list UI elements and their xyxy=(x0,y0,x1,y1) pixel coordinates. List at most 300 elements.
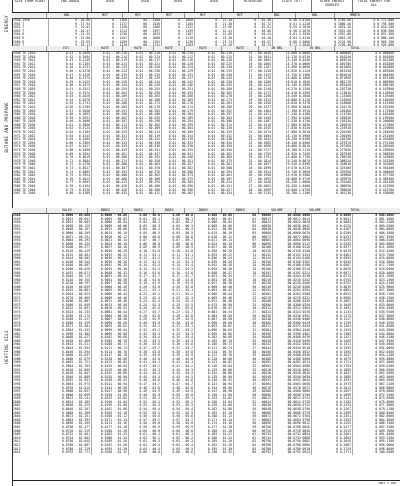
table-cell: 00.0240 0280 xyxy=(272,286,311,290)
table-cell: 0.23 - 02.3 xyxy=(161,297,194,301)
table-cell: 0 0.229000 xyxy=(352,127,395,131)
table-cell: 0.0000 - 00.00 xyxy=(91,214,128,218)
table-cell: 0.61 - 06.1 xyxy=(161,433,194,437)
table-cell: 0.021 - 00.14 xyxy=(194,239,233,243)
table-cell: 9 .20.47 xyxy=(48,30,91,34)
table-cell: 00.0780 0910 xyxy=(272,448,311,452)
table-cell: 0.01 - 00.325 xyxy=(161,142,194,146)
row-label: 1952 T xyxy=(13,25,25,30)
table-cell: 0.21 - 02.1 xyxy=(161,289,194,293)
table-cell: 0 0.140300 xyxy=(352,99,395,103)
row-label: 1951 TE 2012 xyxy=(13,61,36,66)
table-cell: 0.01 - 00.406 xyxy=(91,178,128,182)
row-label: 1971 xyxy=(13,295,21,300)
table-cell: 0.44 - 04.4 xyxy=(161,372,194,376)
row-label: 1989 xyxy=(13,360,21,365)
table-cell: 0.195 - 01.30 xyxy=(194,448,233,452)
table-cell: 57 - 00684 xyxy=(233,419,272,423)
table-cell: 0.42 - 04.2 xyxy=(128,365,161,369)
table-cell: 0.45 - 04.5 xyxy=(128,376,161,380)
table-cell: 0 0.2519 xyxy=(311,430,352,434)
table-cell: 0.0168 - 01.12 xyxy=(91,415,128,419)
table-cell: 00.0732 0854 xyxy=(272,433,311,437)
table-cell: 0 0.1637 xyxy=(311,354,352,358)
table-cell: 0.65 - 0.3304 xyxy=(48,138,91,142)
table-cell: 0 - 1261 xyxy=(91,37,128,41)
table-cell: 0 019.0500 xyxy=(352,268,395,272)
table-cell: 00.0384 0448 xyxy=(272,329,311,333)
table-cell: 00.0120 0140 xyxy=(272,250,311,254)
table-cell: 0 015.0600 xyxy=(352,257,395,261)
table-cell: 0 0.240200 xyxy=(352,131,395,135)
table-cell: 00.0432 0504 xyxy=(272,343,311,347)
table-cell: 0 027.3000 xyxy=(352,289,395,293)
table-cell: 0.03 - 00.3 xyxy=(161,225,194,229)
table-cell: 00.0720 0840 xyxy=(272,430,311,434)
table-cell: 00.0168 0196 xyxy=(272,264,311,268)
table-cell: 0 031.5600 xyxy=(352,300,395,304)
table-cell: 0 0.173300 xyxy=(352,110,395,114)
table-cell: 0.01 - 00.265 xyxy=(161,99,194,103)
table-cell: 39 - 00468 xyxy=(233,354,272,358)
table-cell: 0.41 - 04.1 xyxy=(128,361,161,365)
table-cell: 25 - 00.1857 xyxy=(233,163,272,167)
table-cell: 00.0324 0378 xyxy=(272,311,311,315)
row-label: 1955 R xyxy=(13,35,25,40)
table-cell: 0.01 - 00.357 xyxy=(161,163,194,167)
table-cell: 46 - 00552 xyxy=(233,379,272,383)
table-cell: 0 030.1300 xyxy=(352,297,395,301)
table-cell: 0 0.0545 xyxy=(311,261,352,265)
table-cell: 0.380550 xyxy=(311,185,352,189)
table-cell: 19.570 0.8720 xyxy=(272,167,311,171)
row-label: 1972 xyxy=(13,299,21,304)
table-cell: 00.0516 0602 xyxy=(272,369,311,373)
row-label: 1972 TE 2034 xyxy=(13,137,36,142)
row-label: 1965 TE 2026 xyxy=(13,112,36,117)
table-cell: 18 - 00.1200 xyxy=(233,81,272,85)
table-cell: 0.0300 - 01.049 xyxy=(48,304,91,308)
table-cell: 0.01 - 00.325 xyxy=(128,138,161,142)
table-cell: 0.01 - 00.379 xyxy=(161,178,194,182)
table-cell: 00 - 1520 xyxy=(128,23,161,27)
table-cell: 0.01 - 00.337 xyxy=(91,138,128,142)
table-cell: 0.01 - 00.302 xyxy=(91,117,128,121)
table-cell: 0 0.217800 xyxy=(352,124,395,128)
row-label: 1957 TE 2018 xyxy=(13,83,36,88)
table-cell: 0 0.0293 xyxy=(311,239,352,243)
table-cell: 0.01 - 00.375 xyxy=(194,160,233,164)
column-header: RIVERSIDE xyxy=(233,0,272,12)
table-cell: 0 0.0797 xyxy=(311,282,352,286)
table-cell: 0.01 - 00.401 xyxy=(194,174,233,178)
table-cell: 00.0624 0728 xyxy=(272,401,311,405)
table-cell: 00.0768 0896 xyxy=(272,444,311,448)
table-cell: 0.19 - 01.9 xyxy=(161,282,194,286)
table-cell: 0.48 - 04.8 xyxy=(161,387,194,391)
table-cell: 0 0.1343 xyxy=(311,329,352,333)
table-cell: 0.62 - 06.2 xyxy=(161,437,194,441)
table-cell: 0.60 - 0.3008 xyxy=(48,120,91,124)
table-cell: 0 012.4500 xyxy=(352,250,395,254)
row-label: 1975 TE 2036 xyxy=(13,148,36,153)
row-label: 1968 xyxy=(13,284,21,289)
row-label: 1949 xyxy=(13,216,21,221)
table-cell: 15.240 0.0430 xyxy=(272,59,311,63)
table-cell: 0.0732 - 02.561 xyxy=(48,433,91,437)
table-cell: 00.0564 0658 xyxy=(272,383,311,387)
table-cell: 00.0600 0700 xyxy=(272,394,311,398)
table-cell: 0.0396 - 01.385 xyxy=(48,333,91,337)
table-cell: 00.0300 0350 xyxy=(272,304,311,308)
table-cell: 0.0240 - 00.839 xyxy=(48,286,91,290)
column-header: USED xyxy=(194,0,233,12)
row-label: 1985 xyxy=(13,345,21,350)
table-cell: 0.35 - 03.5 xyxy=(161,340,194,344)
table-cell: 0 - 03.57 xyxy=(233,41,272,45)
row-label: 1959 xyxy=(13,252,21,257)
table-cell: 0.000000 xyxy=(311,52,352,56)
row-label: 1948 xyxy=(13,213,21,217)
table-cell: 0 0.0923 xyxy=(311,293,352,297)
row-label: 1970 xyxy=(13,292,21,297)
table-cell: 0 043.3600 xyxy=(352,329,395,333)
table-cell: 0 - 21.96 xyxy=(194,26,233,30)
table-cell: 0.051 - 00.34 xyxy=(194,275,233,279)
table-cell: 0.14 - 01.4 xyxy=(128,264,161,268)
table-cell: 00.0744 0868 xyxy=(272,437,311,441)
table-cell: 0.041060 xyxy=(311,66,352,70)
table-cell: 0.01 - 00.210 xyxy=(91,52,128,56)
table-cell: 0.01 - 00.253 xyxy=(128,88,161,92)
table-cell: 0 000.0000 xyxy=(352,214,395,218)
table-cell: 0 0.1049 xyxy=(311,304,352,308)
row-label: 2003 xyxy=(13,410,21,415)
table-cell: 0.092450 xyxy=(311,84,352,88)
table-cell: 00.0408 0476 xyxy=(272,336,311,340)
table-cell: 0.015 - 00.10 xyxy=(194,232,233,236)
table-cell: 0.141 - 00.94 xyxy=(194,383,233,387)
unit-cell: INDEX xyxy=(221,208,258,213)
table-cell: 0 0 810.200 xyxy=(352,26,395,30)
table-cell: 0.0141 - 00.94 xyxy=(91,383,128,387)
table-cell: 0.22 - 02.2 xyxy=(128,293,161,297)
table-cell: 0.65 - 06.5 xyxy=(161,448,194,452)
table-cell: 0 0.1553 xyxy=(311,347,352,351)
table-cell: 0.0468 - 01.637 xyxy=(48,354,91,358)
table-cell: 12 - 00144 xyxy=(233,257,272,261)
table-cell: 0.61 3.3550 xyxy=(272,33,311,37)
table-cell: 0.05 - 00.5 xyxy=(128,232,161,236)
table-cell: 0.13 - 01.3 xyxy=(161,261,194,265)
table-cell: 0 095.1300 xyxy=(352,440,395,444)
table-cell: 27 - 00.1993 xyxy=(233,178,272,182)
table-cell: 0.01 - 00.313 xyxy=(91,124,128,128)
table-cell: 0.0111 - 00.74 xyxy=(91,347,128,351)
table-cell: 0.359970 xyxy=(311,178,352,182)
table-cell: 0.0126 - 00.84 xyxy=(91,365,128,369)
table-cell: 17.980 0.5610 xyxy=(272,131,311,135)
table-cell: 0 054.2100 xyxy=(352,354,395,358)
table-cell: 0.45 - 04.5 xyxy=(161,376,194,380)
table-cell: 0.01 - 00.332 xyxy=(194,135,233,139)
table-cell: 18.440 0.6500 xyxy=(272,142,311,146)
section-label-energy: ENERGY xyxy=(0,0,13,46)
table-cell: 0.135 - 00.90 xyxy=(194,376,233,380)
table-cell: 0.01 - 00.368 xyxy=(91,156,128,160)
table-cell: 0.01 - 00.303 xyxy=(128,124,161,128)
table-cell: 9 .17.94 xyxy=(48,23,91,27)
table-cell: 0.102730 xyxy=(311,88,352,92)
table-cell: 0 - 1160 xyxy=(91,19,128,23)
table-cell: 0.04 - 00.4 xyxy=(128,228,161,232)
table-cell: 00.0708 0826 xyxy=(272,426,311,430)
table-cell: 00.0648 0756 xyxy=(272,408,311,412)
table-cell: 0.01 - 00.239 xyxy=(128,77,161,81)
table-cell: 0 0.129400 xyxy=(352,95,395,99)
table-cell: 0.277650 xyxy=(311,149,352,153)
table-cell: 47 - 00564 xyxy=(233,383,272,387)
table-cell: 10 - 00120 xyxy=(233,250,272,254)
table-cell: 19.080 0.7750 xyxy=(272,156,311,160)
table-cell: 03 - 00036 xyxy=(233,225,272,229)
table-cell: 0 - 22.89 xyxy=(194,33,233,37)
table-cell: 24 - 00.1727 xyxy=(233,149,272,153)
table-cell: 0 - 02.72 xyxy=(233,23,272,27)
table-cell: 0.01 - 00.235 xyxy=(128,74,161,78)
table-cell: 18.130 0.5900 xyxy=(272,135,311,139)
table-cell: 0 - 1214 xyxy=(91,30,128,34)
table-cell: 0 0.2141 xyxy=(311,397,352,401)
table-cell: 0.47 - 04.7 xyxy=(161,383,194,387)
row-label: 1987 TE 2048 xyxy=(13,191,36,196)
unit-cell: BBL xyxy=(295,13,334,18)
table-cell: 0.01 - 00.309 xyxy=(128,127,161,131)
table-cell: 30 - 00360 xyxy=(233,322,272,326)
table-cell: 0.081 - 00.54 xyxy=(194,311,233,315)
table-cell: 00.0264 0308 xyxy=(272,293,311,297)
table-cell: 0.49 - 0.2423 xyxy=(48,81,91,85)
row-label: 1963 TE 2024 xyxy=(13,104,36,109)
table-cell: 0.62 - 0.3124 xyxy=(48,127,91,131)
table-cell: 0.17 - 01.7 xyxy=(161,275,194,279)
table-cell: 0.154170 xyxy=(311,106,352,110)
table-cell: 00 - 1480 xyxy=(128,19,161,23)
table-cell: 0.168 - 01.12 xyxy=(194,415,233,419)
table-cell: 36 - 00432 xyxy=(233,343,272,347)
row-label: 2000 xyxy=(13,399,21,404)
row-label: 1978 xyxy=(13,320,21,325)
table-cell: 0.180 - 01.20 xyxy=(194,430,233,434)
table-cell: 0.01 - 00.336 xyxy=(128,145,161,149)
table-cell: 0.44 - 04.4 xyxy=(128,372,161,376)
table-cell: 0 0.0335 xyxy=(311,243,352,247)
table-cell: 20 - 00.1404 xyxy=(233,110,272,114)
table-cell: 05 - 00060 xyxy=(233,232,272,236)
table-cell: 0 1806.40 xyxy=(311,23,352,27)
table-cell: 0.02 - 00.2 xyxy=(161,221,194,225)
table-cell: 0 049.5000 xyxy=(352,343,395,347)
table-cell: 26 - 00.1890 xyxy=(233,167,272,171)
table-cell: 09 - 00108 xyxy=(233,246,272,250)
table-cell: 0 020.4000 xyxy=(352,272,395,276)
row-label: 2008 xyxy=(13,428,21,433)
table-cell: 0.01 - 00.296 xyxy=(91,113,128,117)
row-label: 1983 TE 2044 xyxy=(13,176,36,181)
table-cell: 0.030 - 00.20 xyxy=(194,250,233,254)
table-cell: 0.57 - 0.2840 xyxy=(48,110,91,114)
table-cell: 20.780 1.1100 xyxy=(272,192,311,196)
table-cell: 0.55 - 0.2731 xyxy=(48,102,91,106)
table-cell: 0.0156 - 01.04 xyxy=(91,401,128,405)
table-cell: 0.01 - 00.225 xyxy=(194,63,233,67)
table-cell: 0 - 1238 xyxy=(161,41,194,45)
table-cell: 0 0.1091 xyxy=(311,307,352,311)
table-cell: 0.01 - 00.237 xyxy=(161,77,194,81)
table-cell: 0.53 - 05.3 xyxy=(128,404,161,408)
table-cell: 0.071890 xyxy=(311,77,352,81)
table-cell: 0.01 - 00.229 xyxy=(91,66,128,70)
table-cell: 0.0063 - 00.42 xyxy=(91,289,128,293)
table-cell: 0.01 - 00.270 xyxy=(161,102,194,106)
table-cell: 0.01 - 00.400 xyxy=(91,174,128,178)
table-cell: 0.0336 - 01.175 xyxy=(48,315,91,319)
table-cell: 29 - 00348 xyxy=(233,318,272,322)
table-cell: 0.28 - 02.8 xyxy=(161,315,194,319)
table-cell: 0.01 - 00.355 xyxy=(91,149,128,153)
table-cell: 0.50 - 0.2473 xyxy=(48,84,91,88)
table-cell: 0.01 - 00.259 xyxy=(91,88,128,92)
table-cell: 0 0.162300 xyxy=(352,106,395,110)
table-cell: 0 024.5100 xyxy=(352,282,395,286)
table-cell: 0.62 - 06.2 xyxy=(128,437,161,441)
table-cell: 0.0042 - 00.28 xyxy=(91,264,128,268)
table-cell: 0.0780 - 02.729 xyxy=(48,448,91,452)
table-cell: 0.123 - 00.82 xyxy=(194,361,233,365)
table-cell: 0.006 - 00.04 xyxy=(194,221,233,225)
table-cell: 17.240 0.4180 xyxy=(272,113,311,117)
table-cell: 0.26 - 02.6 xyxy=(128,307,161,311)
row-label: 1948-1950 xyxy=(13,18,30,22)
table-cell: 0.42 - 04.2 xyxy=(161,365,194,369)
table-cell: 0.0360 - 01.259 xyxy=(48,322,91,326)
table-cell: 0.308520 xyxy=(311,160,352,164)
table-cell: 0.01 - 00.230 xyxy=(128,70,161,74)
table-cell: 0.07 - 00.7 xyxy=(161,239,194,243)
table-cell: 0 034.4500 xyxy=(352,307,395,311)
table-cell: 0.60 - 06.0 xyxy=(128,430,161,434)
table-cell: 0 0.0041 xyxy=(311,218,352,222)
table-cell: 0.17 - 01.7 xyxy=(128,275,161,279)
table-cell: 0.143880 xyxy=(311,102,352,106)
row-label: 1952 xyxy=(13,227,21,232)
table-cell: 50 - 00600 xyxy=(233,394,272,398)
table-cell: 0 096.9600 xyxy=(352,444,395,448)
column-header: USED xyxy=(128,0,161,12)
table-cell: 0.108 - 00.72 xyxy=(194,343,233,347)
table-cell: 28 - 00336 xyxy=(233,315,272,319)
table-cell: 0 0.2561 xyxy=(311,433,352,437)
table-cell: 22 - 00.1516 xyxy=(233,124,272,128)
table-cell: 0.01 - 00.368 xyxy=(161,171,194,175)
table-cell: 0.0066 - 00.44 xyxy=(91,293,128,297)
row-label: 1999 xyxy=(13,396,21,401)
table-cell: 0.0009 - 00.06 xyxy=(91,225,128,229)
table-cell: 0.0408 - 01.427 xyxy=(48,336,91,340)
table-cell: 0.003 - 00.02 xyxy=(194,218,233,222)
table-cell: 0.174750 xyxy=(311,113,352,117)
table-cell: 15.880 0.1600 xyxy=(272,77,311,81)
table-cell: 0.51 3.1220 xyxy=(272,23,311,27)
table-cell: 0.01 - 00.294 xyxy=(161,120,194,124)
table-cell: 0.55 - 05.5 xyxy=(161,412,194,416)
table-cell: 0.01 - 00.254 xyxy=(91,84,128,88)
table-cell: 00 - 1668 xyxy=(128,37,161,41)
table-cell: 0.56 - 05.6 xyxy=(128,415,161,419)
table-cell: 16.410 0.2590 xyxy=(272,92,311,96)
table-cell: 0.113010 xyxy=(311,92,352,96)
table-cell: 0.099 - 00.66 xyxy=(194,333,233,337)
table-cell: 0 040.3500 xyxy=(352,322,395,326)
table-cell: 0.093 - 00.62 xyxy=(194,325,233,329)
table-cell: 0 055.8000 xyxy=(352,358,395,362)
table-cell: 0.0033 - 00.22 xyxy=(91,254,128,258)
table-cell: 34 - 00408 xyxy=(233,336,272,340)
table-cell: 0.01 - 00.268 xyxy=(128,99,161,103)
table-cell: 0 002.4100 xyxy=(352,221,395,225)
table-cell: 0 0.0167 xyxy=(311,228,352,232)
table-cell: 0.59 - 05.9 xyxy=(161,426,194,430)
table-cell: 0.55 3.2010 xyxy=(272,26,311,30)
table-cell: 0.01 - 00.326 xyxy=(194,131,233,135)
table-section-butane-propane xyxy=(12,46,400,209)
table-cell: 0.06 - 00.6 xyxy=(161,236,194,240)
table-cell: 0.43 - 04.3 xyxy=(128,369,161,373)
table-cell: 0.0204 - 00.713 xyxy=(48,275,91,279)
table-row xyxy=(12,192,400,196)
table-cell: 0.129 - 00.86 xyxy=(194,369,233,373)
table-cell: 23 - 00.1604 xyxy=(233,135,272,139)
table-cell: 0.0039 - 00.26 xyxy=(91,261,128,265)
table-cell: 0 077.3800 xyxy=(352,404,395,408)
table-cell: 0.298230 xyxy=(311,156,352,160)
table-cell: 24 - 00.1696 xyxy=(233,145,272,149)
table-cell: 19.910 0.9380 xyxy=(272,174,311,178)
table-cell: 0.09 - 00.9 xyxy=(161,246,194,250)
table-cell: 0.01 - 00.325 xyxy=(91,131,128,135)
table-cell: 0 052.6300 xyxy=(352,351,395,355)
table-cell: 0.01 - 00.244 xyxy=(91,77,128,81)
table-cell: 0 0.000000 xyxy=(352,52,395,56)
unit-cell: MMBTU xyxy=(334,13,375,18)
table-cell: 0.13 - 01.3 xyxy=(128,261,161,265)
table-cell: 0 0.0629 xyxy=(311,268,352,272)
table-cell: 23 - 00.1665 xyxy=(233,142,272,146)
row-label: 1964 xyxy=(13,270,21,275)
table-cell: 00.0288 0336 xyxy=(272,300,311,304)
table-cell: 58 - 00696 xyxy=(233,422,272,426)
table-cell: 00.0468 0546 xyxy=(272,354,311,358)
table-cell: 0.0480 - 01.679 xyxy=(48,358,91,362)
table-cell: 0.52 - 05.2 xyxy=(161,401,194,405)
table-cell: 0 0.0671 xyxy=(311,272,352,276)
column-header: SIXE FORM PLANT xyxy=(14,0,46,3)
table-cell: 0 086.1300 xyxy=(352,422,395,426)
table-cell: 0.01 - 00.226 xyxy=(128,66,161,70)
table-cell: 0.0228 - 00.797 xyxy=(48,282,91,286)
table-cell: 0.01 - 00.229 xyxy=(161,70,194,74)
table-cell: 00.0156 0182 xyxy=(272,261,311,265)
